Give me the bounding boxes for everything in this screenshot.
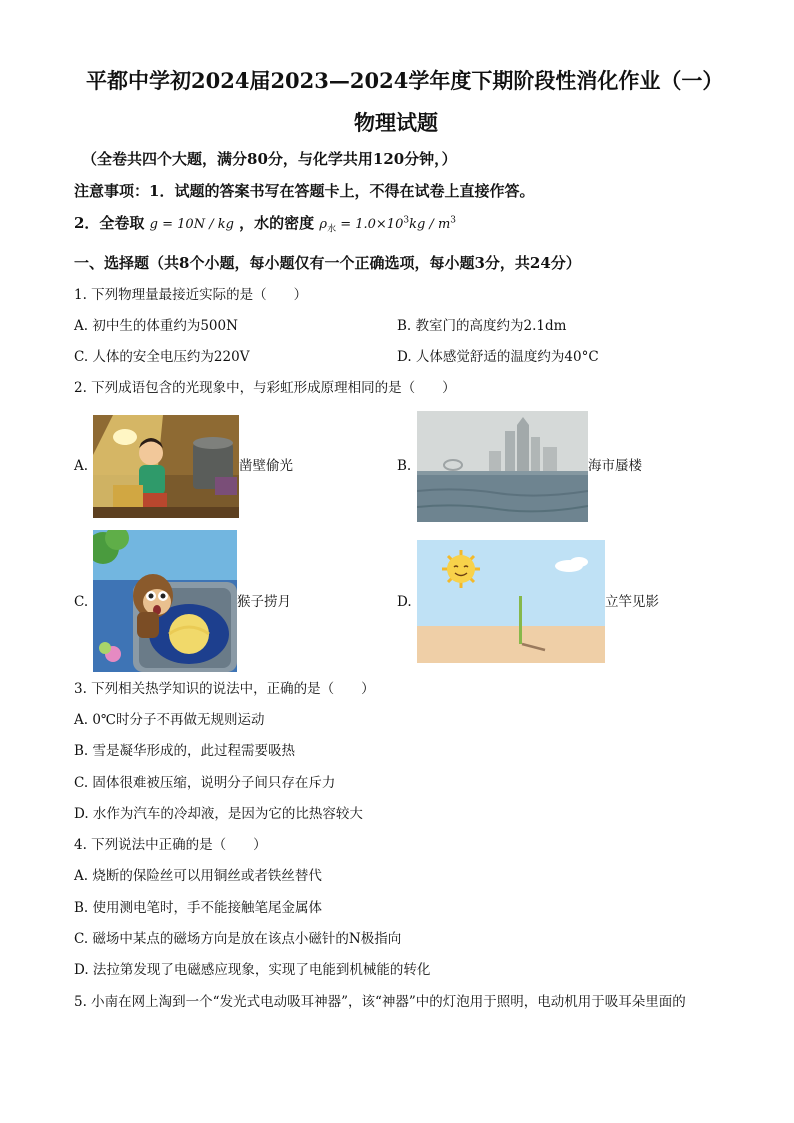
- q4-stem: 4. 下列说法中正确的是（ ）: [74, 837, 267, 853]
- q3-option-a: A. 0℃时分子不再做无规则运动: [74, 712, 265, 728]
- note-1: 注意事项：1．试题的答案书写在答题卡上，不得在试卷上直接作答。: [74, 182, 535, 200]
- q2-option-b-letter: B.: [397, 458, 412, 474]
- pole-shadow-illustration: [417, 540, 605, 663]
- rho-unit: kg / m: [409, 217, 451, 232]
- q4-option-c: C. 磁场中某点的磁场方向是放在该点小磁针的N极指向: [74, 931, 402, 947]
- rho-symbol: ρ: [319, 217, 328, 232]
- q2-option-d-letter: D.: [397, 594, 412, 610]
- q1-option-b: B. 教室门的高度约为2.1dm: [397, 318, 567, 334]
- rho-exponent: 3: [403, 215, 410, 226]
- monkey-moon-illustration: [93, 530, 237, 672]
- q2-stem: 2. 下列成语包含的光现象中，与彩虹形成原理相同的是（ ）: [74, 380, 456, 396]
- q3-option-c: C. 固体很难被压缩，说明分子间只存在斥力: [74, 775, 336, 791]
- q1-stem: 1. 下列物理量最接近实际的是（ ）: [74, 287, 308, 303]
- q1-option-d: D. 人体感觉舒适的温度约为40°C: [397, 349, 599, 365]
- gravity-formula: g = 10N / kg: [149, 217, 234, 232]
- rho-unit-exponent: 3: [450, 215, 456, 226]
- q1-option-a: A. 初中生的体重约为500N: [74, 318, 238, 334]
- q4-option-b: B. 使用测电笔时，手不能接触笔尾金属体: [74, 900, 323, 916]
- q2-option-b-text: 海市蜃楼: [588, 458, 642, 474]
- note-2-prefix: 2．全卷取: [74, 214, 145, 232]
- rho-subscript: 水: [327, 224, 337, 235]
- q2-option-d-text: 立竿见影: [605, 594, 659, 610]
- exam-info: （全卷共四个大题，满分80分，与化学共用120分钟，）: [82, 150, 457, 168]
- page-title: 平都中学初2024届2023—2024学年度下期阶段性消化作业（一）: [86, 68, 724, 93]
- density-formula: [319, 215, 456, 235]
- q4-option-a: A. 烧断的保险丝可以用铜丝或者铁丝替代: [74, 868, 322, 884]
- q3-stem: 3. 下列相关热学知识的说法中，正确的是（ ）: [74, 681, 375, 697]
- q4-option-d: D. 法拉第发现了电磁感应现象，实现了电能到机械能的转化: [74, 962, 431, 978]
- q2-option-a-text: 凿壁偷光: [239, 458, 293, 474]
- q1-option-c: C. 人体的安全电压约为220V: [74, 349, 250, 365]
- note-2-mid: ，水的密度: [239, 214, 315, 232]
- page-subtitle: 物理试题: [354, 110, 438, 135]
- q5-stem: 5. 小南在网上淘到一个“发光式电动吸耳神器”，该“神器”中的灯泡用于照明，电动机用于吸耳朵里面的: [74, 994, 686, 1010]
- q2-option-c-letter: C.: [74, 594, 89, 610]
- rho-value: = 1.0×10: [340, 217, 404, 232]
- q3-option-b: B. 雪是凝华形成的，此过程需要吸热: [74, 743, 296, 759]
- q3-option-d: D. 水作为汽车的冷却液，是因为它的比热容较大: [74, 806, 363, 822]
- candle-light-illustration: [93, 415, 239, 518]
- q2-option-a-letter: A.: [74, 458, 89, 474]
- q2-option-c-text: 猴子捞月: [237, 594, 291, 610]
- note-2: [74, 216, 456, 235]
- section-heading: 一、选择题（共8个小题，每小题仅有一个正确选项，每小题3分，共24分）: [74, 254, 581, 272]
- mirage-photo: [417, 411, 588, 522]
